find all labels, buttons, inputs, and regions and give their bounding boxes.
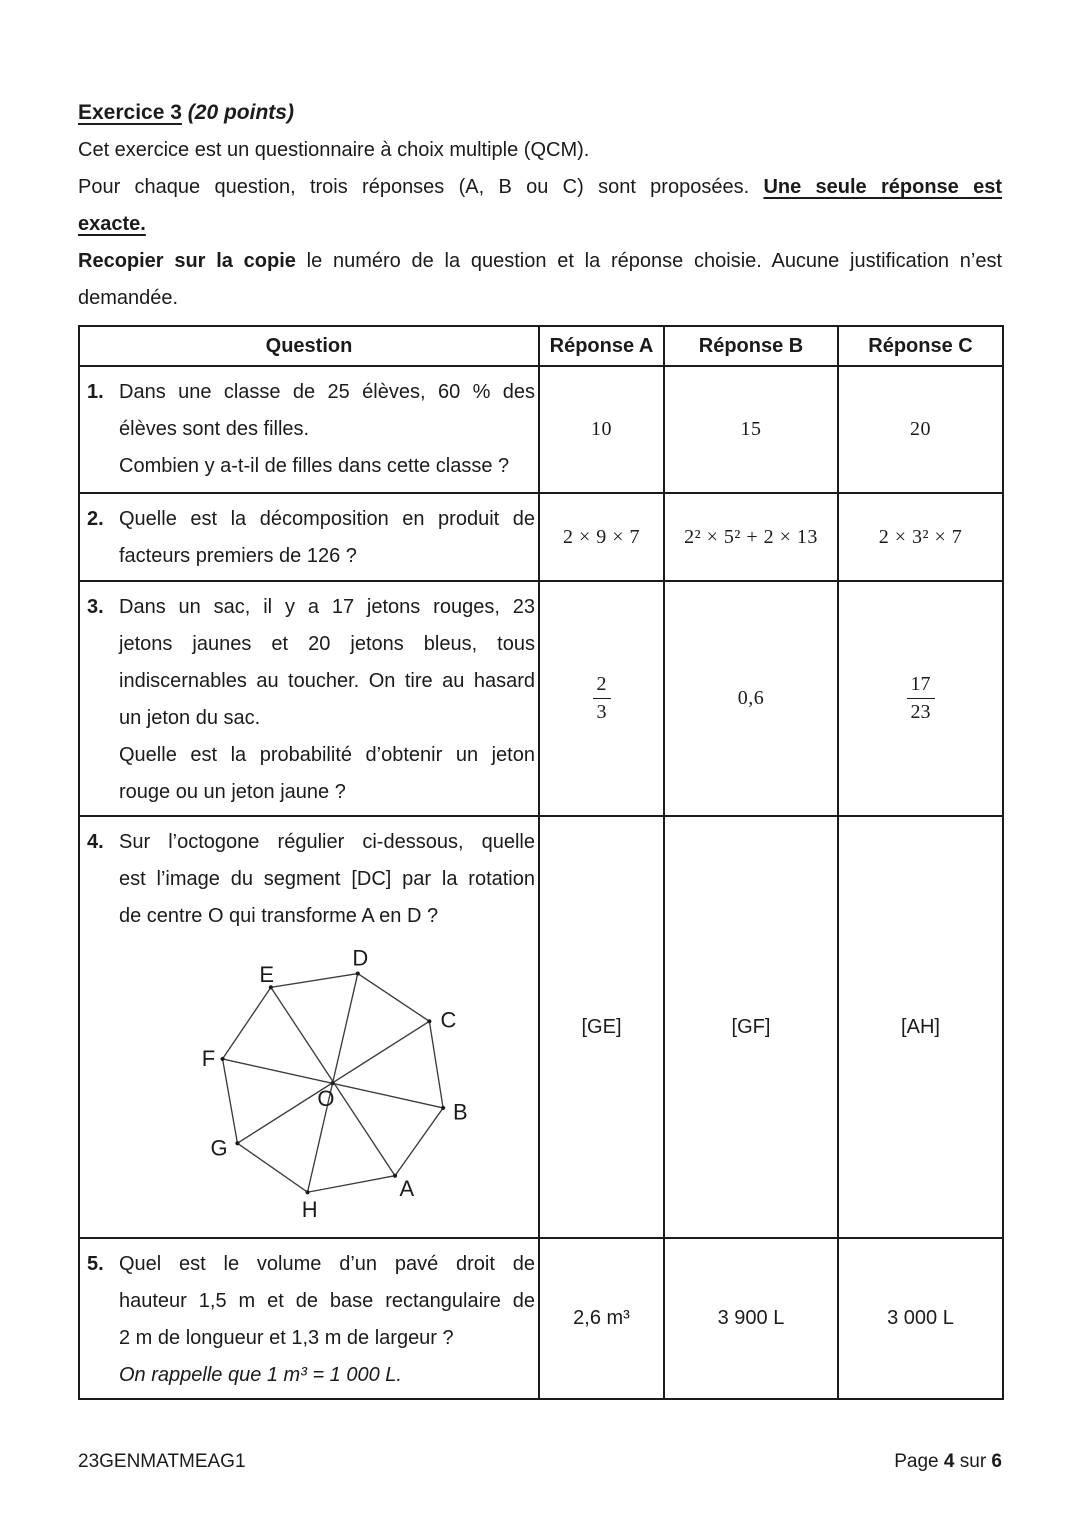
vertex-label-d: D [352,945,369,971]
question-text [119,374,535,485]
question-row-2 [79,493,1003,581]
answer-cell-4c: [AH] [838,816,1003,1238]
document-code: 23GENMATMEAG1 [78,1451,246,1472]
answer-cell-3a [539,581,664,816]
exercise-title [78,94,1002,132]
column-header-reponse-c: Réponse C [838,326,1003,366]
question-line: rouge ou un jeton jaune ? [119,781,346,803]
column-header-reponse-a: Réponse A [539,326,664,366]
question-note-line: On rappelle que 1 m³ = 1 000 L. [119,1364,402,1386]
answer-cell-2c: 2 × 3² × 7 [838,493,1003,581]
total-pages: 6 [991,1451,1002,1472]
question-line: indiscernables au toucher. On tire au hasard [119,670,535,692]
vertex-label-c: C [440,1007,457,1033]
answer-cell-4a: [GE] [539,816,664,1238]
vertex-dot-g [235,1141,239,1145]
question-number: 2. [87,508,104,530]
question-line: Quelle est la probabilité d’obtenir un jeton [119,744,535,766]
fraction-numerator: 17 [910,673,931,695]
answer-cell-2a: 2 × 9 × 7 [539,493,664,581]
column-header-reponse-b: Réponse B [664,326,838,366]
page-word: Page [894,1451,944,1472]
question-line: facteurs premiers de 126 ? [119,545,357,567]
intro-2-emphasis-cont: exacte. [78,213,146,235]
intro-3-regular: le numéro de la question et la réponse choisie. Aucune justification n’est [295,250,1002,272]
vertex-dot-c [427,1019,431,1023]
intro-paragraph-3-line-1 [78,243,1002,280]
question-row-4 [79,816,1003,1238]
answer-cell-3c [838,581,1003,816]
fraction-numerator: 2 [596,673,607,695]
intro-paragraph-2-line-1 [78,169,1002,206]
question-line: Quel est le volume d’un pavé droit de [119,1253,535,1275]
vertex-dot-b [441,1106,445,1110]
answer-cell-1c: 20 [838,366,1003,493]
sur-word: sur [954,1451,992,1472]
question-line: Dans une classe de 25 élèves, 60 % des [119,381,535,403]
question-line: jetons jaunes et 20 jetons bleus, tous [119,633,535,655]
answer-cell-2b: 2² × 5² + 2 × 13 [664,493,838,581]
question-number: 4. [87,831,104,853]
intro-paragraph-1: Cet exercice est un questionnaire à choix multiple (QCM). [78,139,590,161]
qcm-table [78,325,1004,1400]
question-line: Sur l’octogone régulier ci-dessous, quelle [119,831,535,853]
question-line: 2 m de longueur et 1,3 m de largeur ? [119,1327,454,1349]
vertex-label-a: A [399,1175,415,1201]
vertex-dot-a [393,1174,397,1178]
answer-cell-5a: 2,6 m³ [539,1238,664,1399]
vertex-dot-f [220,1057,224,1061]
center-dot [331,1081,335,1085]
intro-3-bold: Recopier sur la copie [78,250,296,272]
page-footer [78,1450,1002,1474]
answer-cell-3b: 0,6 [664,581,838,816]
question-row-5 [79,1238,1003,1399]
question-line: Combien y a-t-il de filles dans cette classe ? [119,455,510,477]
fraction [593,673,611,724]
question-cell-1 [79,366,539,493]
intro-paragraph-3-line-2: demandée. [78,287,179,309]
question-number: 5. [87,1253,104,1275]
question-text [119,589,535,811]
question-row-3 [79,581,1003,816]
answer-cell-1b: 15 [664,366,838,493]
octagon-figure [172,937,535,1233]
vertex-label-h: H [301,1196,318,1222]
answer-cell-5b: 3 900 L [664,1238,838,1399]
fraction-denominator: 23 [907,698,935,724]
question-line: Quelle est la décomposition en produit de [119,508,535,530]
question-cell-4 [79,816,539,1238]
fraction [907,673,935,724]
exercise-points: (20 points) [181,101,294,124]
page-indicator [894,1450,1002,1474]
intro-2-emphasis: Une seule réponse est [763,176,1003,198]
column-header-question: Question [79,326,539,366]
question-text [119,1246,535,1394]
question-text [119,824,535,1233]
question-text [119,501,535,575]
intro-2-regular: Pour chaque question, trois réponses (A, B ou C) sont proposées. [78,176,764,198]
vertex-dot-d [356,971,360,975]
vertex-label-b: B [452,1099,468,1125]
vertex-dot-h [305,1190,309,1194]
question-line: de centre O qui transforme A en D ? [119,905,439,927]
fraction-denominator: 3 [593,698,611,724]
question-number: 1. [87,381,104,403]
octagon-svg [172,937,478,1233]
question-line: Dans un sac, il y a 17 jetons rouges, 23 [119,596,535,618]
answer-cell-4b: [GF] [664,816,838,1238]
question-cell-3 [79,581,539,816]
vertex-label-f: F [201,1045,216,1071]
question-cell-5 [79,1238,539,1399]
question-row-1 [79,366,1003,493]
answer-cell-5c: 3 000 L [838,1238,1003,1399]
answer-cell-1a: 10 [539,366,664,493]
question-cell-2 [79,493,539,581]
center-label-o: O [317,1086,335,1112]
exercise-title-label: Exercice 3 [78,101,182,124]
intro-paragraph-2-line-2 [78,206,1002,243]
page-number: 4 [943,1451,955,1472]
vertex-label-g: G [210,1135,228,1161]
header-row [79,326,1003,366]
question-number: 3. [87,596,104,618]
question-line: hauteur 1,5 m et de base rectangulaire de [119,1290,535,1312]
question-line: est l’image du segment [DC] par la rotation [119,868,535,890]
question-line: un jeton du sac. [119,707,261,729]
vertex-label-e: E [259,961,275,987]
question-line: élèves sont des filles. [119,418,310,440]
